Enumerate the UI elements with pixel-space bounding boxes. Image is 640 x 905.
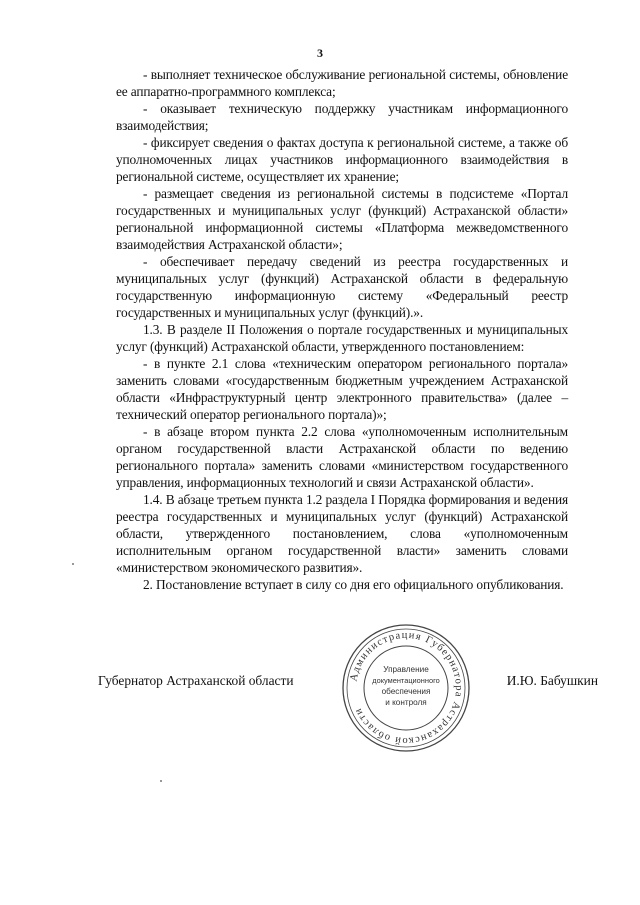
paragraph-federal-transfer: - обеспечивает передачу сведений из реестра государственных и муниципальных услуг (функций) Астраханской области в федеральную государственную информационную систему «Федеральный реестр государственных и муниципальных услуг (функций).». — [116, 254, 568, 320]
official-stamp — [340, 622, 472, 754]
paragraph-item-2-2: - в абзаце втором пункта 2.2 слова «уполномоченным исполнительным органом государственной власти Астраханской области по ведению регионального портала» заменить словами «министерством государственного управления, информационных технологий и связи Астраханской области». — [116, 424, 568, 490]
scan-speck — [160, 780, 162, 782]
paragraph-support: - оказывает техническую поддержку участникам информационного взаимодействия; — [116, 101, 568, 133]
stamp-line-3: обеспечения — [381, 687, 431, 696]
paragraph-access-records: - фиксирует сведения о фактах доступа к региональной системе, а также об уполномоченных лицах участников информационного взаимодействия в региональной системе, осуществляет их хранение; — [116, 135, 568, 184]
signer-name: И.Ю. Бабушкин — [506, 673, 598, 688]
stamp-line-2: документационного — [372, 676, 440, 685]
paragraph-section-1-4: 1.4. В абзаце третьем пункта 1.2 раздела I Порядка формирования и ведения реестра государственных и муниципальных услуг (функций) Астраханской области, утвержденного постановлением, слова «уполномоченным исполнительным органом государственной власти» заменить словами «министерством экономического развития». — [116, 492, 568, 575]
paragraph-item-2-1: - в пункте 2.1 слова «техническим оператором регионального портала» заменить словами «государственным бюджетным учреждением Астраханской области «Инфраструктурный центр электронного правительства» (далее – технический оператор регионального портала)»; — [116, 356, 568, 422]
paragraph-effective-date: 2. Постановление вступает в силу со дня его официального опубликования. — [143, 577, 564, 592]
paragraph-maintenance: - выполняет техническое обслуживание региональной системы, обновление ее аппаратно-программного комплекса; — [116, 67, 568, 99]
stamp-ring-text: Администрация Губернатора Астраханской области — [348, 629, 465, 747]
document-body — [116, 66, 568, 593]
page-number: 3 — [317, 46, 323, 60]
stamp-line-4: и контроля — [385, 698, 427, 707]
paragraph-section-1-3: 1.3. В разделе II Положения о портале государственных и муниципальных услуг (функций) Астраханской области, утвержденного постановлением: — [116, 322, 568, 354]
signer-title: Губернатор Астраханской области — [98, 673, 294, 688]
paragraph-portal-publishing: - размещает сведения из региональной системы в подсистеме «Портал государственных и муниципальных услуг (функций) Астраханской области» региональной информационной системы «Платформа межведомственного взаимодействия Астраханской области»; — [116, 186, 568, 252]
scan-speck — [72, 563, 74, 565]
stamp-line-1: Управление — [383, 665, 429, 674]
